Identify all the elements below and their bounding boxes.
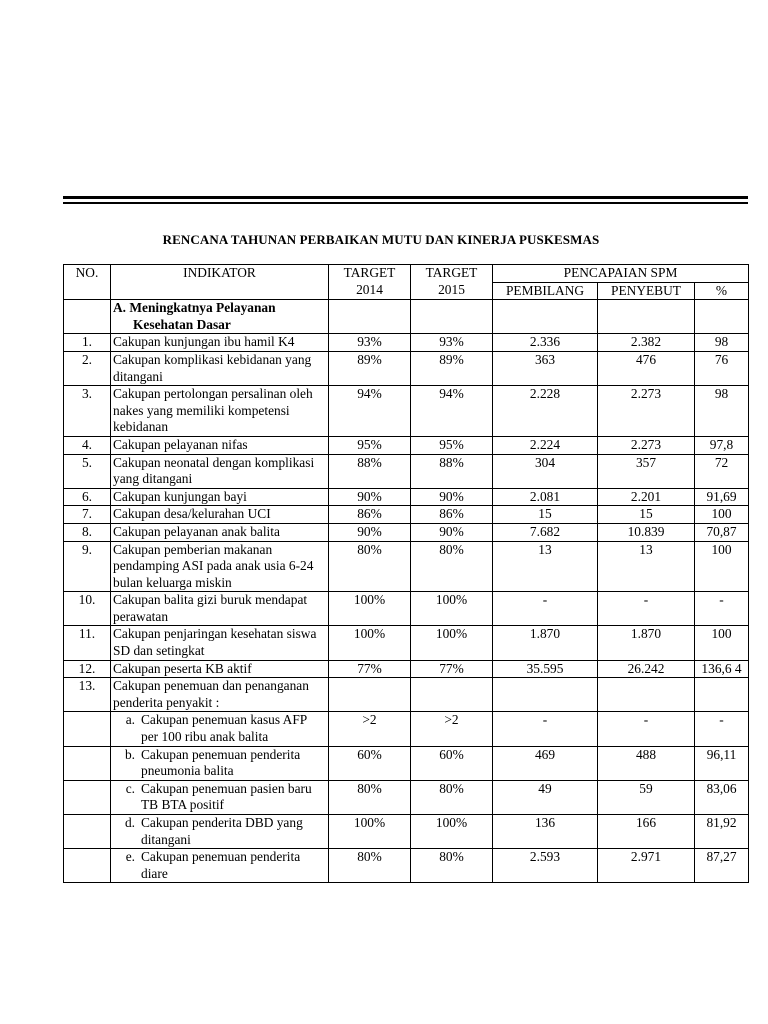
indikator-cell: Cakupan kunjungan ibu hamil K4 — [111, 334, 329, 352]
indikator-cell: Cakupan pelayanan nifas — [111, 436, 329, 454]
sub-indikator-text: Cakupan penderita DBD yang ditangani — [141, 815, 303, 847]
penyebut-cell: 2.273 — [598, 386, 695, 437]
sub-indikator-cell — [111, 712, 329, 746]
indikator-cell: Cakupan pertolongan persalinan oleh nakes yang memiliki kompetensi kebidanan — [111, 386, 329, 437]
row-number: 9. — [64, 541, 111, 592]
target-2015-cell: 93% — [411, 334, 493, 352]
target-2015-cell: 80% — [411, 541, 493, 592]
target-2015-cell: 88% — [411, 454, 493, 488]
sub-indikator-cell — [111, 746, 329, 780]
row-number: 10. — [64, 592, 111, 626]
pembilang-cell: 1.870 — [493, 626, 598, 660]
document-title-text: RENCANA TAHUNAN PERBAIKAN MUTU DAN KINERJA PUSKESMAS — [162, 232, 600, 247]
penyebut-cell: 166 — [598, 815, 695, 849]
persen-cell: 76 — [695, 351, 749, 385]
pembilang-cell: - — [493, 592, 598, 626]
sub-indikator-wrap — [113, 781, 326, 814]
document-title — [0, 232, 768, 248]
sub-indikator-wrap — [113, 849, 326, 882]
penyebut-cell: 476 — [598, 351, 695, 385]
table-row — [64, 506, 749, 524]
indikator-cell: Cakupan kunjungan bayi — [111, 488, 329, 506]
persen-cell: 100 — [695, 541, 749, 592]
empty-cell — [64, 849, 111, 883]
table-row — [64, 488, 749, 506]
target-2015-cell: 60% — [411, 746, 493, 780]
target-2014-cell: 80% — [329, 849, 411, 883]
row-number: 2. — [64, 351, 111, 385]
row-number: 3. — [64, 386, 111, 437]
empty-cell — [695, 678, 749, 712]
empty-cell — [598, 678, 695, 712]
header-no: NO. — [64, 265, 111, 300]
empty-cell — [64, 815, 111, 849]
penyebut-cell: 1.870 — [598, 626, 695, 660]
target-2014-cell: 80% — [329, 541, 411, 592]
header-pembilang: PEMBILANG — [493, 282, 598, 300]
indikator-cell: Cakupan pelayanan anak balita — [111, 523, 329, 541]
persen-cell: 83,06 — [695, 780, 749, 814]
row-number: 4. — [64, 436, 111, 454]
pembilang-cell: 15 — [493, 506, 598, 524]
sub-indikator-cell — [111, 849, 329, 883]
row-number: 6. — [64, 488, 111, 506]
pembilang-cell: 363 — [493, 351, 598, 385]
table-subrow — [64, 849, 749, 883]
penyebut-cell: 357 — [598, 454, 695, 488]
section-a-empty-cell — [598, 300, 695, 334]
target-2015-cell: 86% — [411, 506, 493, 524]
empty-cell — [411, 678, 493, 712]
pembilang-cell: 7.682 — [493, 523, 598, 541]
empty-cell — [64, 780, 111, 814]
table-row — [64, 436, 749, 454]
table-row — [64, 351, 749, 385]
table-subrow — [64, 712, 749, 746]
section-a-empty-cell — [329, 300, 411, 334]
penyebut-cell: 2.971 — [598, 849, 695, 883]
target-2015-cell: 90% — [411, 523, 493, 541]
target-2014-cell: 94% — [329, 386, 411, 437]
table-row — [64, 334, 749, 352]
sub-indikator-text: Cakupan penemuan pasien baru TB BTA positif — [141, 780, 312, 813]
target-2014-cell: 60% — [329, 746, 411, 780]
penyebut-cell: 15 — [598, 506, 695, 524]
pembilang-cell: 2.228 — [493, 386, 598, 437]
indikator-cell: Cakupan komplikasi kebidanan yang ditangani — [111, 351, 329, 385]
persen-cell: 100 — [695, 506, 749, 524]
sub-indikator-wrap — [113, 815, 326, 848]
persen-cell: 136,6 4 — [695, 660, 749, 678]
persen-cell: 72 — [695, 454, 749, 488]
empty-cell — [493, 678, 598, 712]
target-2015-cell: 100% — [411, 815, 493, 849]
indikator-cell: Cakupan balita gizi buruk mendapat perawatan — [111, 592, 329, 626]
persen-cell: 98 — [695, 334, 749, 352]
table-row — [64, 523, 749, 541]
target-2015-cell: 100% — [411, 592, 493, 626]
spm-table — [63, 264, 749, 883]
table-row — [64, 541, 749, 592]
penyebut-cell: - — [598, 592, 695, 626]
section-a-line2: Kesehatan Dasar — [133, 316, 231, 332]
row-number: 1. — [64, 334, 111, 352]
target-2015-cell: 94% — [411, 386, 493, 437]
target-2014-cell: >2 — [329, 712, 411, 746]
indikator-cell: Cakupan desa/kelurahan UCI — [111, 506, 329, 524]
indikator-cell: Cakupan neonatal dengan komplikasi yang ditangani — [111, 454, 329, 488]
row-number: 7. — [64, 506, 111, 524]
header-row-1 — [64, 265, 749, 283]
header-rule-thick — [63, 196, 748, 199]
target-2015-cell: 77% — [411, 660, 493, 678]
persen-cell: 87,27 — [695, 849, 749, 883]
sub-indikator-text: Cakupan penemuan penderita pneumonia balita — [141, 746, 301, 779]
persen-cell: 70,87 — [695, 523, 749, 541]
sub-letter: c. — [125, 780, 135, 796]
persen-cell: 97,8 — [695, 436, 749, 454]
row-number: 12. — [64, 660, 111, 678]
target-2014-cell: 86% — [329, 506, 411, 524]
pembilang-cell: 49 — [493, 780, 598, 814]
table-row — [64, 454, 749, 488]
empty-cell — [64, 746, 111, 780]
sub-letter: a. — [125, 712, 135, 728]
target-2014-cell: 100% — [329, 626, 411, 660]
sub-indikator-text: Cakupan penemuan penderita diare — [141, 849, 301, 881]
pembilang-cell: - — [493, 712, 598, 746]
sub-indikator-wrap — [113, 712, 326, 745]
target-2014-cell: 90% — [329, 523, 411, 541]
row-number: 5. — [64, 454, 111, 488]
indikator-cell: Cakupan pemberian makanan pendamping ASI pada anak usia 6-24 bulan keluarga miskin — [111, 541, 329, 592]
persen-cell: - — [695, 592, 749, 626]
persen-cell: 100 — [695, 626, 749, 660]
sub-indikator-text: Cakupan penemuan kasus AFP per 100 ribu anak balita — [141, 712, 307, 745]
target-2015-cell: 89% — [411, 351, 493, 385]
header-target-2014: TARGET 2014 — [329, 265, 411, 300]
penyebut-cell: 2.201 — [598, 488, 695, 506]
table-subrow — [64, 815, 749, 849]
pembilang-cell: 136 — [493, 815, 598, 849]
target-2014-cell: 95% — [329, 436, 411, 454]
section-a-empty-cell — [411, 300, 493, 334]
table-subrow — [64, 746, 749, 780]
empty-cell — [64, 712, 111, 746]
header-rule-thin — [63, 202, 748, 204]
target-2014-cell: 100% — [329, 815, 411, 849]
target-2014-cell: 77% — [329, 660, 411, 678]
sub-indikator-wrap — [113, 747, 326, 780]
target-2014-cell: 100% — [329, 592, 411, 626]
pembilang-cell: 35.595 — [493, 660, 598, 678]
target-2014-cell: 93% — [329, 334, 411, 352]
pembilang-cell: 469 — [493, 746, 598, 780]
penyebut-cell: 13 — [598, 541, 695, 592]
penyebut-cell: 59 — [598, 780, 695, 814]
target-2014-cell: 80% — [329, 780, 411, 814]
penyebut-cell: 26.242 — [598, 660, 695, 678]
indikator-cell: Cakupan penjaringan kesehatan siswa SD dan setingkat — [111, 626, 329, 660]
section-a-line1: A. Meningkatnya Pelayanan — [113, 300, 276, 316]
persen-cell: 96,11 — [695, 746, 749, 780]
persen-cell: 91,69 — [695, 488, 749, 506]
target-2015-cell: 95% — [411, 436, 493, 454]
persen-cell: 98 — [695, 386, 749, 437]
target-2015-cell: 80% — [411, 780, 493, 814]
empty-cell — [329, 678, 411, 712]
persen-cell: - — [695, 712, 749, 746]
table-row — [64, 660, 749, 678]
section-a-empty-cell — [493, 300, 598, 334]
penyebut-cell: 10.839 — [598, 523, 695, 541]
target-2015-cell: 80% — [411, 849, 493, 883]
table-row — [64, 386, 749, 437]
penyebut-cell: 2.273 — [598, 436, 695, 454]
pembilang-cell: 2.224 — [493, 436, 598, 454]
row-number: 11. — [64, 626, 111, 660]
section-a-no — [64, 300, 111, 334]
target-2015-cell: 90% — [411, 488, 493, 506]
penyebut-cell: 2.382 — [598, 334, 695, 352]
table-subrow — [64, 780, 749, 814]
row-number: 13. — [64, 678, 111, 712]
section-a-row — [64, 300, 749, 334]
target-2014-cell: 88% — [329, 454, 411, 488]
pembilang-cell: 2.336 — [493, 334, 598, 352]
header-persen: % — [695, 282, 749, 300]
sub-indikator-cell — [111, 815, 329, 849]
pembilang-cell: 304 — [493, 454, 598, 488]
table-row — [64, 592, 749, 626]
row-number: 8. — [64, 523, 111, 541]
indikator-cell: Cakupan penemuan dan penanganan penderita penyakit : — [111, 678, 329, 712]
header-target-2015: TARGET 2015 — [411, 265, 493, 300]
section-a-title — [111, 300, 329, 334]
penyebut-cell: 488 — [598, 746, 695, 780]
pembilang-cell: 2.593 — [493, 849, 598, 883]
target-2015-cell: 100% — [411, 626, 493, 660]
target-2014-cell: 90% — [329, 488, 411, 506]
sub-letter: e. — [125, 849, 135, 865]
header-pencapaian-spm: PENCAPAIAN SPM — [493, 265, 749, 283]
sub-letter: d. — [124, 815, 135, 830]
header-indikator: INDIKATOR — [111, 265, 329, 300]
header-penyebut: PENYEBUT — [598, 282, 695, 300]
target-2014-cell: 89% — [329, 351, 411, 385]
indikator-cell: Cakupan peserta KB aktif — [111, 660, 329, 678]
target-2015-cell: >2 — [411, 712, 493, 746]
section-a-empty-cell — [695, 300, 749, 334]
pembilang-cell: 13 — [493, 541, 598, 592]
persen-cell: 81,92 — [695, 815, 749, 849]
table-row-13 — [64, 678, 749, 712]
sub-letter: b. — [124, 746, 135, 762]
pembilang-cell: 2.081 — [493, 488, 598, 506]
sub-indikator-cell — [111, 780, 329, 814]
table-row — [64, 626, 749, 660]
penyebut-cell: - — [598, 712, 695, 746]
